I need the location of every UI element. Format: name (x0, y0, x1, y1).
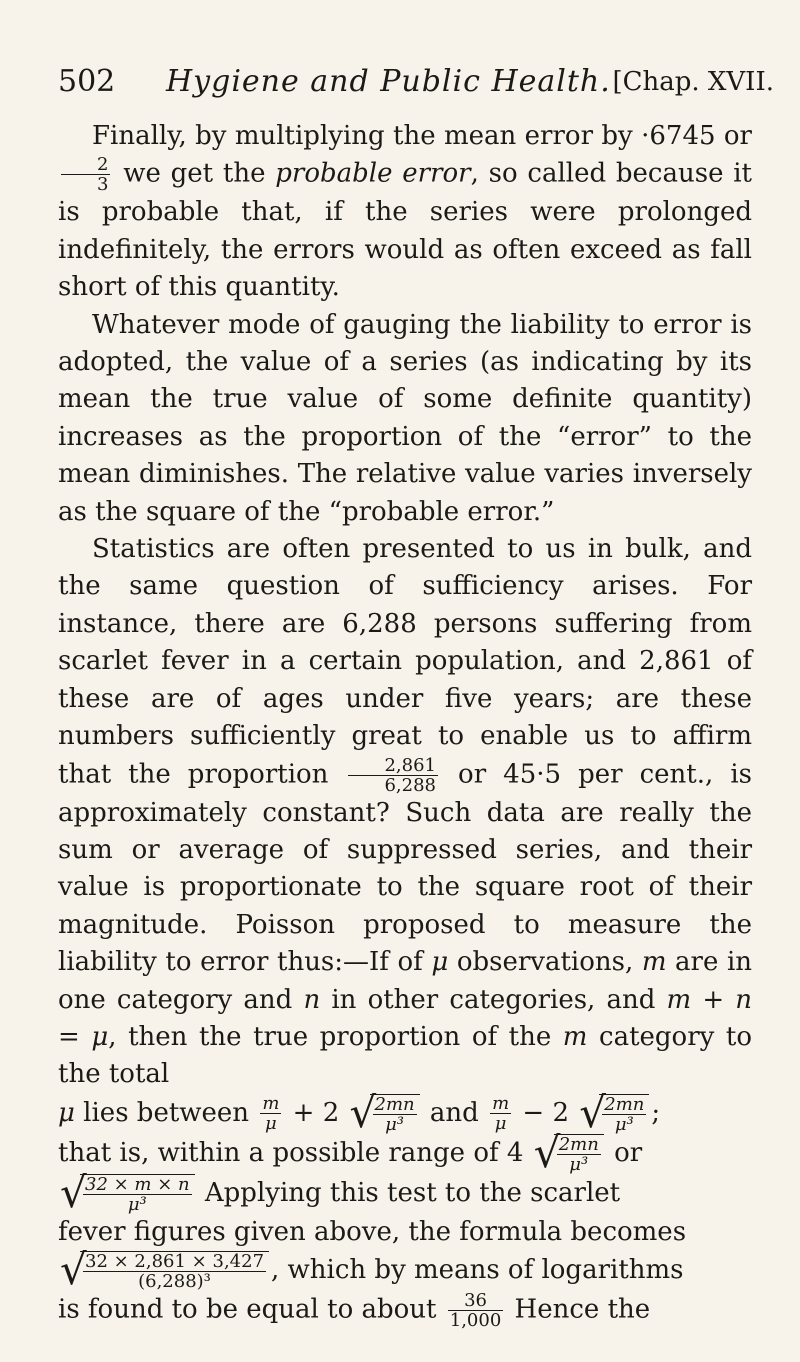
text-run: we get the (113, 158, 276, 189)
fraction-denominator: μ³ (602, 1114, 646, 1134)
fraction-numerator: 2mn (374, 1093, 415, 1115)
fraction-m-over-mu (260, 1094, 281, 1133)
radical-sign-icon: √ (60, 1167, 87, 1217)
radical-lower-limit (579, 1087, 649, 1137)
fraction-two-thirds (61, 155, 110, 194)
equation-m-plus-n: m + n = μ (58, 984, 753, 1052)
radicand (370, 1094, 420, 1134)
text-run: is found to be equal to about (58, 1294, 445, 1325)
fraction-numerator: 2mn (558, 1133, 599, 1155)
text-run: Finally, by multiplying the mean error by ·6745 or (92, 121, 752, 151)
text-run: in other categories, and (320, 984, 667, 1015)
radical-sign-icon: √ (579, 1087, 607, 1137)
fraction-radicand (83, 1175, 192, 1214)
fraction-radicand (557, 1135, 601, 1174)
text-run: ; (651, 1097, 661, 1128)
paragraph-liability: Whatever mode of gauging the liability to error is adopted, the value of a series (as indicating by its mean the true value of some definite quantity) increases as the proportion of the “error” to the mean diminishes. The relative value varies inversely as the square of the “probable error.” (58, 309, 752, 527)
fraction-numerator: 32 × m × n (85, 1173, 190, 1195)
symbol-m: m (562, 1021, 588, 1052)
fraction-radicand (83, 1252, 266, 1291)
fraction-denominator: μ (260, 1113, 281, 1133)
page-number: 502 (58, 64, 116, 99)
radicand (599, 1094, 649, 1134)
fraction-denominator: μ³ (557, 1154, 601, 1174)
running-header (58, 60, 774, 104)
text-run: − 2 (514, 1097, 578, 1128)
fraction-numerator: 36 (464, 1290, 487, 1312)
fraction-m-over-mu (490, 1094, 511, 1133)
emphasis-probable-error: probable error (275, 158, 471, 189)
text-run: or 45·5 per cent., is approximately constant? Such data are really the sum or average of suppressed series, and their value is proportionate to the square root of their magnitude. Poisson proposed to measure the liability to error thus:—If of (58, 759, 752, 978)
radical-upper-limit (349, 1087, 420, 1137)
fraction-numerator: 32 × 2,861 × 3,427 (85, 1251, 265, 1273)
result-line (58, 1245, 752, 1295)
text-run: , then the true proportion of the (108, 1021, 563, 1052)
fraction-result (448, 1291, 504, 1330)
radical-result (60, 1245, 269, 1295)
test-line (58, 1167, 752, 1217)
formula-limits-line (58, 1087, 752, 1137)
chapter-label: [Chap. XVII. (612, 67, 774, 97)
fraction-denominator: 3 (61, 174, 110, 194)
fraction-denominator: μ (490, 1113, 511, 1133)
text-run: that is, within a possible range of 4 (58, 1137, 532, 1168)
radical-test (60, 1167, 195, 1217)
text-run: and (421, 1097, 488, 1128)
text-run: Applying this test to the scarlet (196, 1177, 621, 1208)
test-line-cont: fever figures given above, the formula becomes (58, 1216, 687, 1247)
fraction-numerator: m (262, 1093, 280, 1115)
text-run: category to the total (58, 1021, 752, 1090)
range-line (58, 1127, 752, 1177)
text-run: Hence the (506, 1294, 651, 1325)
symbol-n: n (303, 984, 321, 1015)
result-line-cont (58, 1291, 752, 1330)
fraction-numerator: m (492, 1093, 510, 1115)
text-run: or (605, 1137, 643, 1168)
symbol-m: m (641, 947, 667, 978)
text-run: , which by means of logarithms (271, 1255, 684, 1286)
fraction-radicand (373, 1095, 417, 1134)
fraction-numerator: 2mn (604, 1093, 645, 1115)
fraction-numerator: 2,861 (384, 754, 436, 776)
running-title: Hygiene and Public Health. (166, 64, 611, 99)
text-run: lies between (74, 1097, 258, 1128)
radical-sign-icon: √ (60, 1245, 87, 1295)
fraction-denominator: 1,000 (449, 1310, 502, 1332)
text-run: Statistics are often presented to us in bulk, and the same question of sufficiency arises. For instance, there are 6,288 persons suffering from scarlet fever in a certain population, and 2,861 of these are of ages under five years; are these numbers sufficiently great to enable us to affirm that the proportion (58, 534, 752, 789)
radical-sign-icon: √ (349, 1087, 377, 1137)
text-run: + 2 (284, 1097, 348, 1128)
radicand (80, 1251, 269, 1291)
symbol-mu: μ (431, 947, 449, 978)
radicand (80, 1174, 195, 1214)
text-run: , so called because it is probable that, if the series were prolonged indefinitely, the errors would as often exceed as fall short of this quantity. (58, 158, 753, 303)
text-run: observations, (448, 947, 642, 978)
radicand (554, 1134, 604, 1174)
fraction-denominator: (6,288)³ (83, 1271, 266, 1291)
paragraph-statistics (58, 531, 752, 1094)
fraction-radicand (602, 1095, 646, 1134)
paragraph-probable-error (58, 118, 752, 307)
fraction-denominator: 6,288 (348, 775, 438, 795)
radical-sign-icon: √ (533, 1127, 561, 1177)
fraction-numerator: 2 (97, 154, 109, 176)
fraction-denominator: μ³ (373, 1114, 417, 1134)
symbol-mu: μ (58, 1097, 75, 1128)
fraction-denominator: μ³ (83, 1194, 192, 1214)
body-text (58, 118, 752, 1330)
text-run: are in one category and (58, 947, 753, 1015)
fraction-proportion (348, 756, 438, 795)
radical-range (533, 1127, 604, 1177)
